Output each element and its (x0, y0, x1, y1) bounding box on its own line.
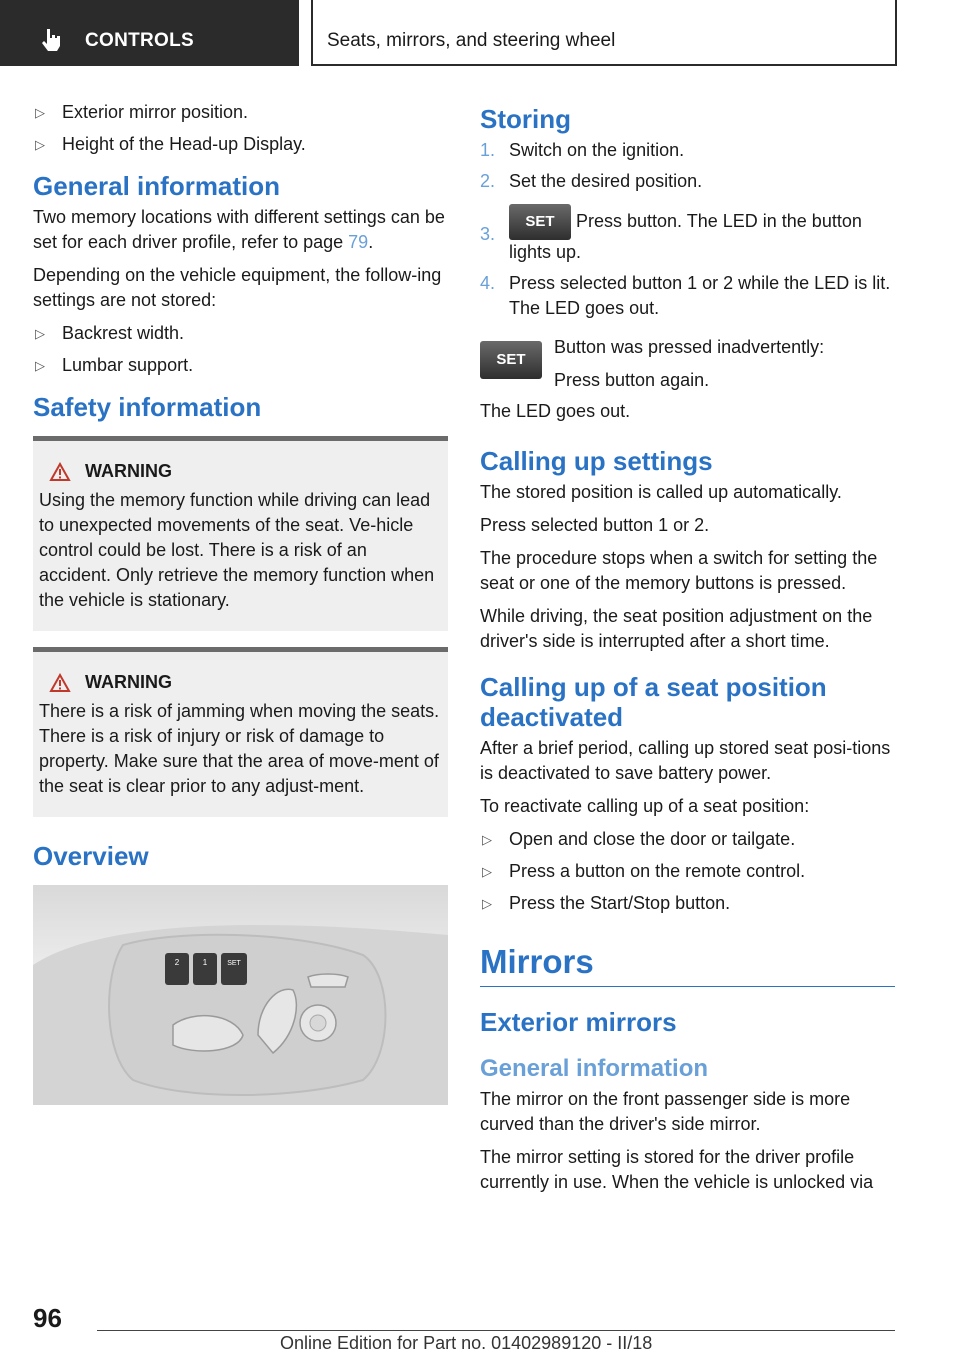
triangle-bullet-icon: ▷ (482, 864, 492, 879)
list-item: ▷ Press the Start/Stop button. (480, 891, 895, 916)
warning-text: Using the memory function while driving can lead to unexpected movements of the seat. Ve-hicle control could be lost. There is a risk of an accident. Only retrieve the memory function when the vehicle is stationary. (39, 490, 435, 610)
list-item: ▷ Press a button on the remote control. (480, 859, 895, 884)
section-tab (0, 0, 299, 66)
image-button-2: 2 (174, 958, 180, 967)
list-item: 4. Press selected button 1 or 2 while the LED is lit. The LED goes out. (480, 273, 891, 318)
warning-text: There is a risk of jamming when moving the seats. There is a risk of injury or risk of damage to property. Make sure that the area of move-ment of the seat is clear prior to any adjust-ment. (39, 701, 440, 796)
paragraph: To reactivate calling up of a seat position: (480, 796, 810, 816)
right-column (480, 100, 895, 1203)
warning-label: WARNING (85, 672, 172, 692)
hand-pointer-icon (40, 28, 62, 52)
heading-mirror-general-information: General information (480, 1055, 709, 1082)
paragraph: The stored position is called up automatically. (480, 482, 842, 502)
triangle-bullet-icon: ▷ (35, 137, 45, 152)
heading-seat-position-deactivated: Calling up of a seat position deactivated (480, 672, 827, 732)
list-item: 3. SET Press button. The LED in the button lights up. (480, 204, 895, 265)
warning-triangle-icon (49, 673, 71, 693)
image-button-1: 1 (202, 958, 208, 967)
list-item: 2. Set the desired position. (480, 171, 703, 191)
paragraph: Depending on the vehicle equipment, the follow-ing settings are not stored: (33, 265, 442, 310)
paragraph: Press selected button 1 or 2. (480, 515, 710, 535)
paragraph: The mirror on the front passenger side is more curved than the driver's side mirror. (480, 1089, 851, 1134)
chapter-tab (311, 0, 897, 66)
paragraph: The LED goes out. (480, 401, 631, 421)
heading-calling-up-settings: Calling up settings (480, 446, 713, 476)
seat-controls-illustration (33, 885, 448, 1105)
list-item: ▷ Exterior mirror position. (33, 100, 448, 125)
warning-box (33, 436, 448, 631)
triangle-bullet-icon: ▷ (482, 896, 492, 911)
image-button-set: SET (227, 960, 241, 967)
paragraph: After a brief period, calling up stored seat posi-tions is deactivated to save battery power. (480, 738, 891, 783)
heading-safety-information: Safety information (33, 392, 262, 422)
left-column (33, 100, 448, 1105)
heading-general-information: General information (33, 171, 281, 201)
edition-text: Online Edition for Part no. 01402989120 - II/18 (280, 1333, 653, 1353)
page-link[interactable]: 79 (348, 232, 369, 252)
set-button-icon: SET (480, 341, 542, 379)
heading-overview: Overview (33, 841, 149, 871)
list-item: ▷ Lumbar support. (33, 353, 448, 378)
triangle-bullet-icon: ▷ (482, 832, 492, 847)
footer-divider (97, 1330, 895, 1331)
warning-label: WARNING (85, 461, 172, 481)
list-item: ▷ Backrest width. (33, 321, 448, 346)
note-line: Button was pressed inadvertently: (554, 337, 825, 357)
triangle-bullet-icon: ▷ (35, 358, 45, 373)
note-line: Press button again. (554, 370, 710, 390)
warning-triangle-icon (49, 462, 71, 482)
heading-mirrors: Mirrors (480, 942, 895, 987)
paragraph: The procedure stops when a switch for setting the seat or one of the memory buttons is pressed. (480, 548, 878, 593)
list-item: ▷ Height of the Head-up Display. (33, 132, 448, 157)
page-number: 96 (33, 1303, 62, 1333)
warning-box (33, 647, 448, 817)
set-button-icon: SET (509, 204, 571, 240)
heading-storing: Storing (480, 104, 571, 134)
inadvertent-note (480, 335, 895, 395)
list-item: ▷ Open and close the door or tailgate. (480, 827, 895, 852)
paragraph: While driving, the seat position adjustment on the driver's side is interrupted after a short time. (480, 606, 873, 651)
page-header (0, 0, 960, 66)
seat-controls-image (33, 885, 448, 1105)
heading-exterior-mirrors: Exterior mirrors (480, 1007, 677, 1037)
triangle-bullet-icon: ▷ (35, 105, 45, 120)
list-item: 1. Switch on the ignition. (480, 140, 685, 160)
section-label: CONTROLS (85, 30, 195, 51)
paragraph: Two memory locations with different settings can be set for each driver profile, refer to page 79. (33, 207, 445, 252)
triangle-bullet-icon: ▷ (35, 326, 45, 341)
paragraph: The mirror setting is stored for the driver profile currently in use. When the vehicle is unlocked via (480, 1147, 874, 1192)
chapter-title: Seats, mirrors, and steering wheel (327, 30, 616, 51)
